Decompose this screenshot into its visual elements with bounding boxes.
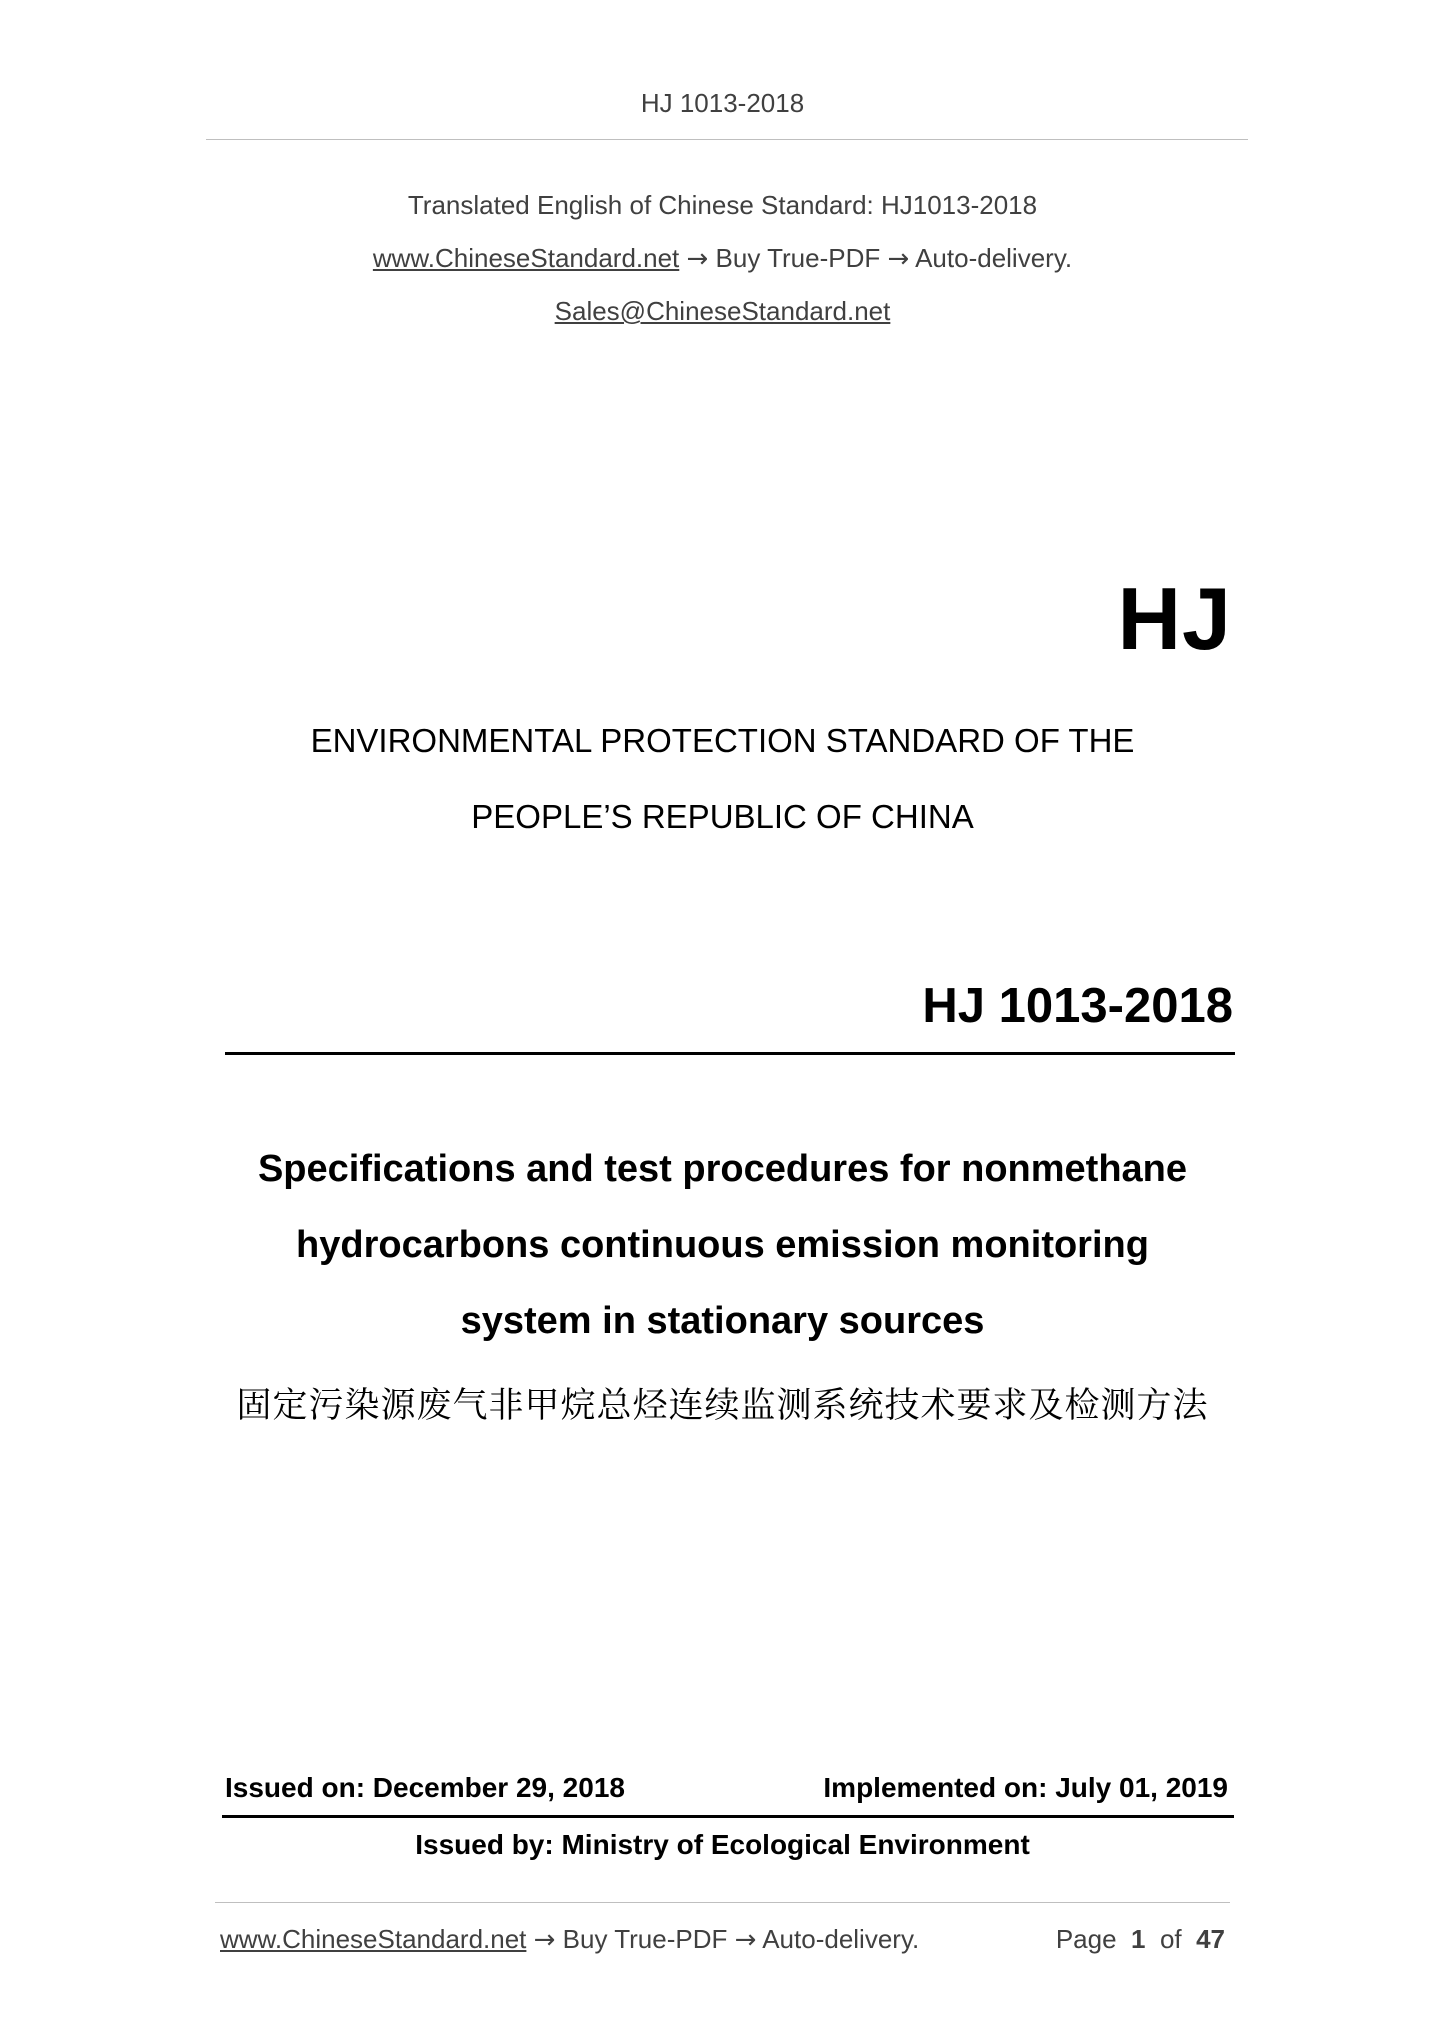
footer-links <box>220 1924 919 1955</box>
buy-text: Buy True-PDF <box>715 243 881 273</box>
footer-buy-text: Buy True-PDF <box>562 1924 728 1954</box>
title-line-2: hydrocarbons continuous emission monitoring <box>296 1224 1149 1266</box>
page-indicator <box>1056 1924 1225 1955</box>
implemented-on-date: Implemented on: July 01, 2019 <box>823 1772 1228 1803</box>
agency-line-2: PEOPLE’S REPUBLIC OF CHINA <box>471 798 974 835</box>
buy-line <box>0 243 1445 274</box>
agency-line-1: ENVIRONMENTAL PROTECTION STANDARD OF THE <box>310 722 1135 759</box>
site-link[interactable]: www.ChineseStandard.net <box>372 243 680 273</box>
title-line-3: system in stationary sources <box>460 1300 985 1342</box>
footer-delivery-text: Auto-delivery. <box>762 1924 920 1954</box>
of-label: of <box>1159 1924 1182 1954</box>
page-label: Page <box>1055 1924 1117 1954</box>
delivery-text: Auto-delivery. <box>915 243 1073 273</box>
running-header: HJ 1013-2018 <box>640 88 805 118</box>
page-total: 47 <box>1196 1924 1225 1954</box>
page-number: 1 <box>1131 1924 1146 1954</box>
issuing-authority: Issued by: Ministry of Ecological Environment <box>415 1829 1030 1860</box>
standard-divider <box>225 1052 1235 1055</box>
arrow-right-icon: → <box>533 1925 556 1955</box>
standard-logo: HJ <box>1117 569 1232 668</box>
issue-divider <box>222 1815 1234 1818</box>
chinese-title: 固定污染源废气非甲烷总烃连续监测系统技术要求及检测方法 <box>236 1386 1209 1426</box>
arrow-right-icon: → <box>686 244 709 274</box>
issued-on-date: Issued on: December 29, 2018 <box>225 1772 625 1803</box>
sales-email-link[interactable]: Sales@ChineseStandard.net <box>554 296 891 326</box>
footer-site-link[interactable]: www.ChineseStandard.net <box>220 1924 527 1954</box>
sales-line <box>0 296 1445 327</box>
arrow-right-icon: → <box>887 244 910 274</box>
arrow-right-icon: → <box>734 1925 757 1955</box>
title-line-1: Specifications and test procedures for nonmethane <box>257 1148 1188 1190</box>
standard-number: HJ 1013-2018 <box>922 979 1233 1033</box>
footer-divider <box>215 1902 1230 1903</box>
header-divider <box>206 139 1248 140</box>
translation-notice: Translated English of Chinese Standard: HJ1013-2018 <box>407 190 1038 220</box>
